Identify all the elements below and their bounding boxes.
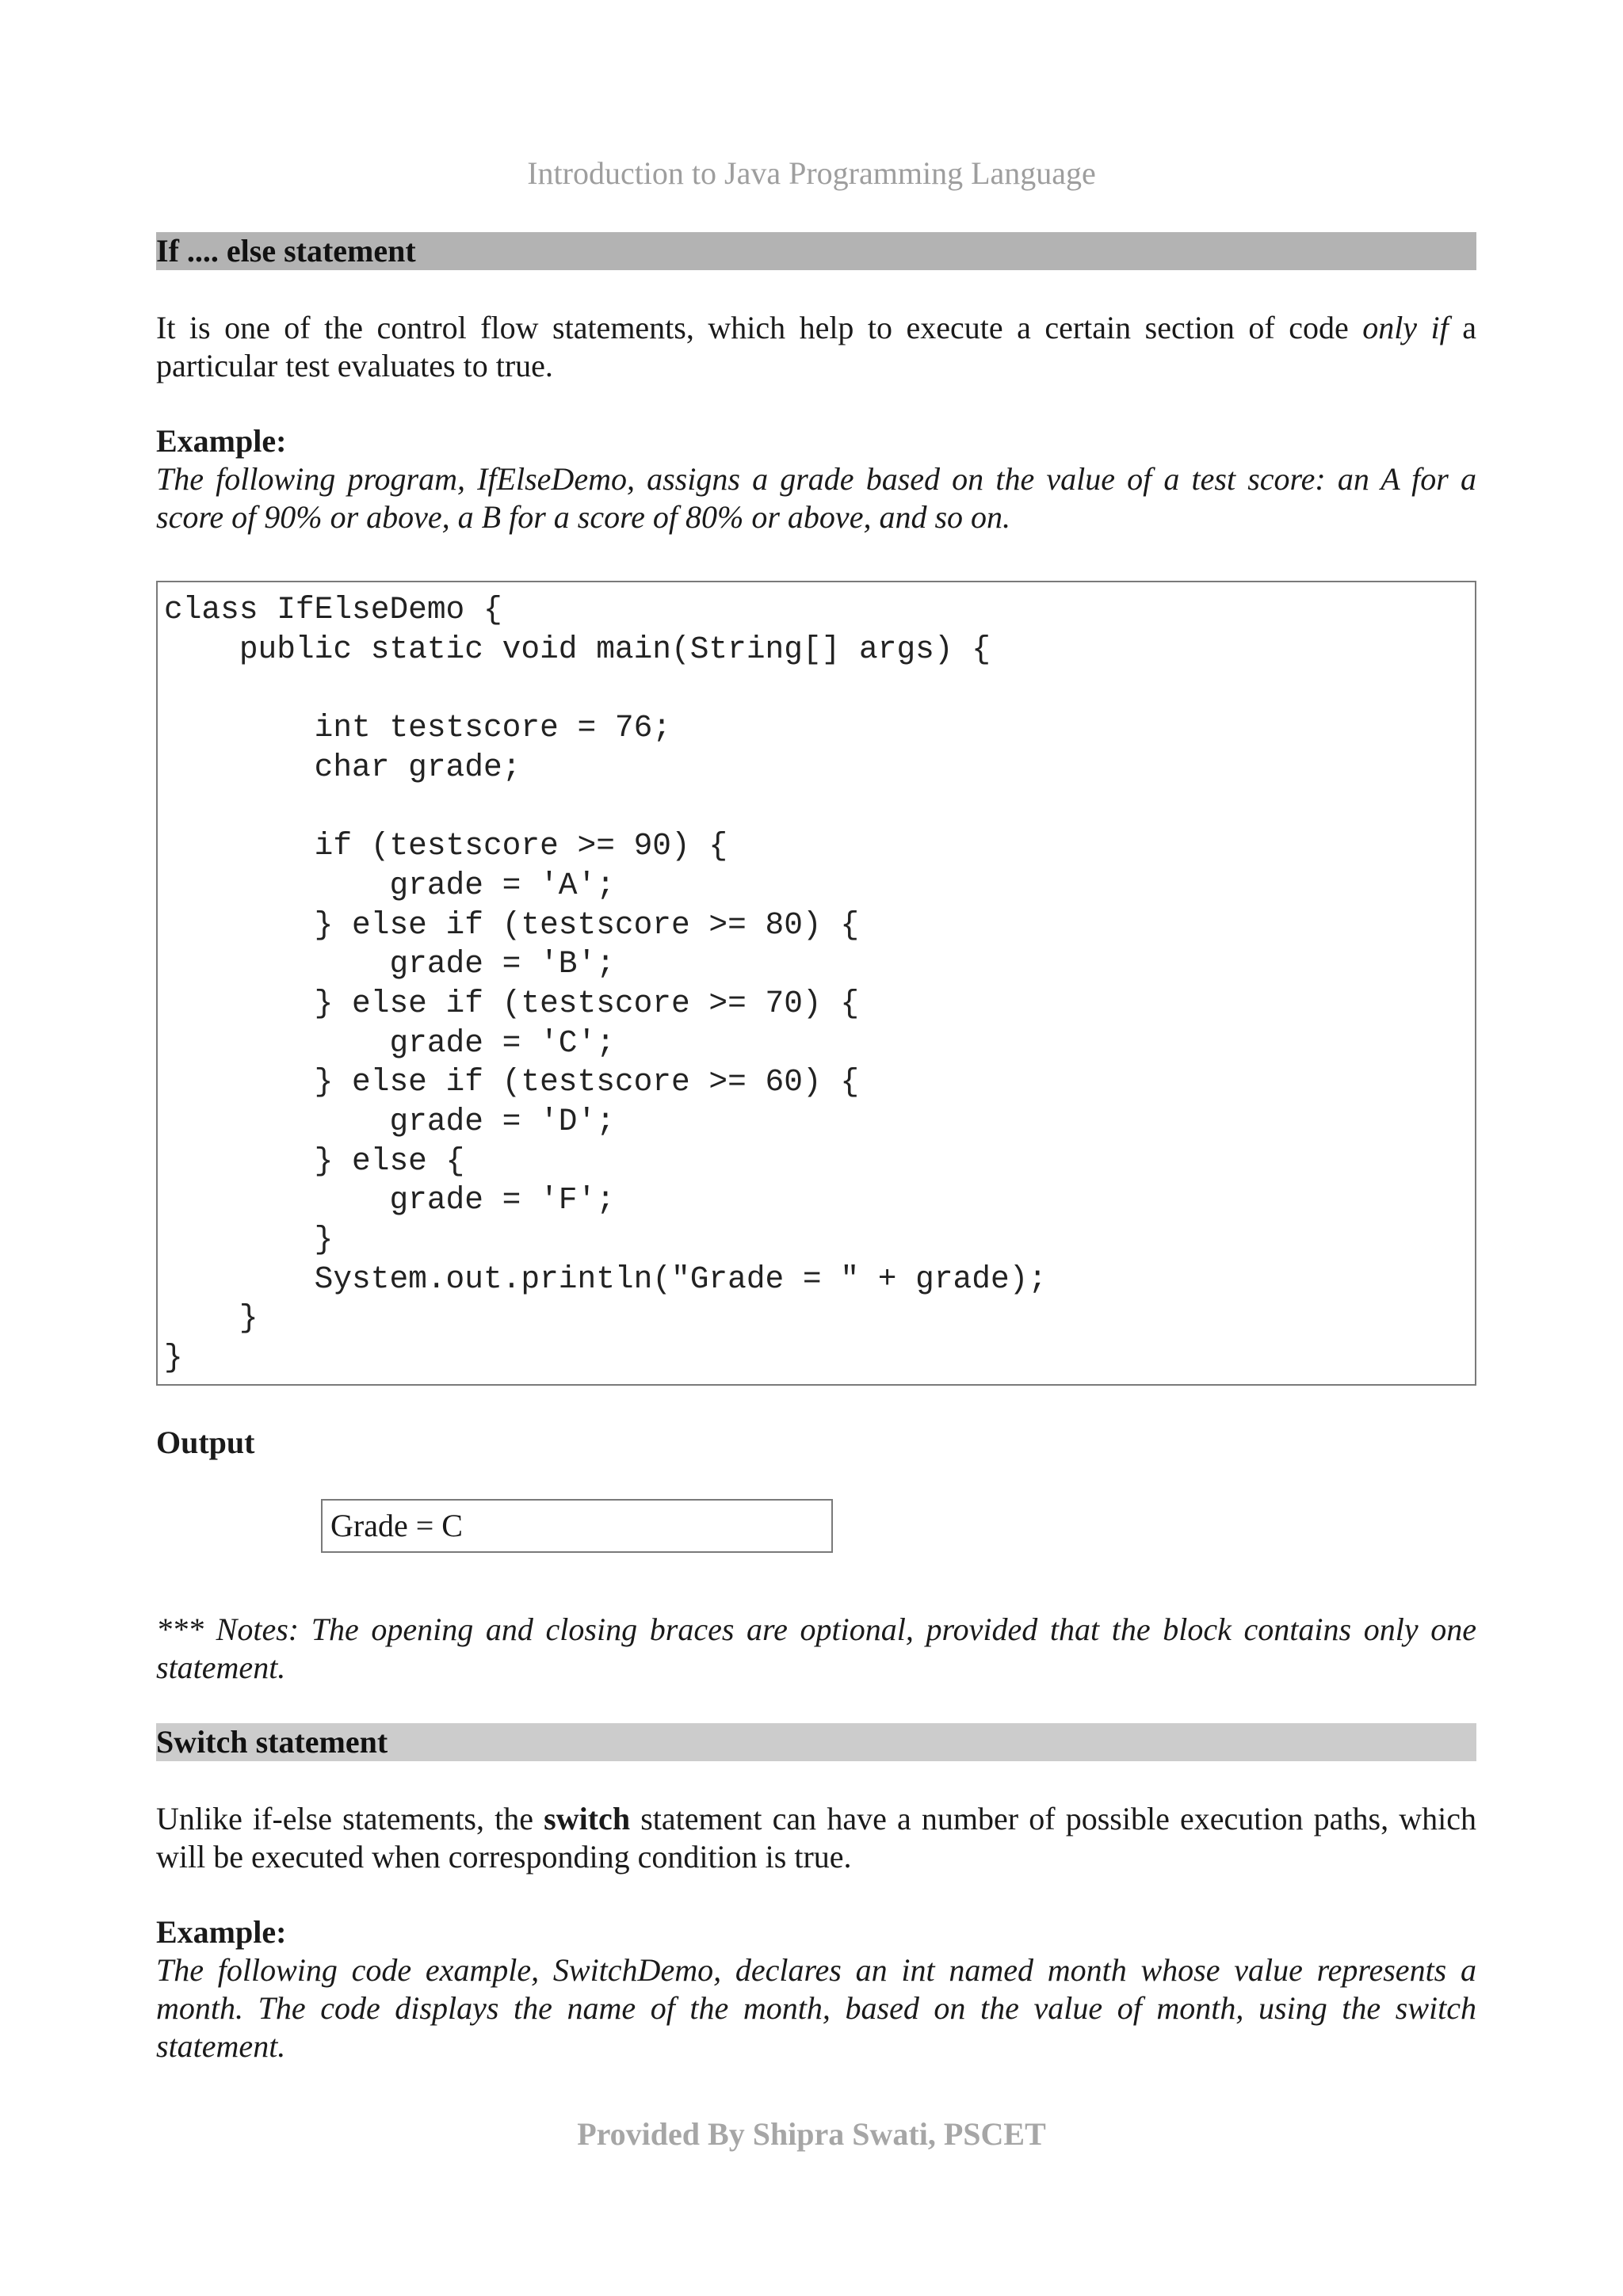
if-else-example-description: The following program, IfElseDemo, assigns a grade based on the value of a test score: an A for a score of 90% or above, a B for a score of 80% or above, and so on.	[156, 461, 1476, 535]
if-else-intro-text-2: a particular test evaluates to true.	[156, 310, 1476, 383]
page-footer: Provided By Shipra Swati, PSCET	[577, 2116, 1046, 2152]
code-line: char grade;	[164, 749, 521, 785]
section-title-switch: Switch statement	[156, 1723, 1476, 1761]
code-line: } else if (testscore >= 70) {	[164, 985, 860, 1021]
code-line: int testscore = 76;	[164, 710, 672, 746]
code-line: grade = 'F';	[164, 1182, 615, 1219]
code-line: grade = 'D';	[164, 1103, 615, 1139]
code-line: class IfElseDemo {	[164, 592, 502, 627]
if-else-intro	[156, 309, 1476, 385]
switch-example-heading: Example:	[156, 1914, 287, 1950]
page-header: Introduction to Java Programming Language	[527, 155, 1096, 191]
code-line: grade = 'A';	[164, 867, 615, 903]
if-else-intro-emphasis: only if	[1362, 310, 1449, 345]
code-line	[164, 787, 1468, 826]
code-line	[164, 669, 1468, 708]
braces-note: *** Notes: The opening and closing braces are optional, provided that the block contains only one statement.	[156, 1611, 1476, 1685]
switch-intro-text-1: Unlike if-else statements, the	[156, 1801, 544, 1836]
section-title-if-else: If .... else statement	[156, 232, 1476, 270]
code-line: System.out.println("Grade = " + grade);	[164, 1261, 1048, 1297]
output-heading: Output	[156, 1425, 255, 1460]
code-block	[156, 581, 1476, 1386]
output-box: Grade = C	[321, 1499, 833, 1553]
code-line: }	[164, 1340, 183, 1376]
code-line: }	[164, 1222, 334, 1257]
code-line: } else if (testscore >= 80) {	[164, 906, 860, 943]
code-line: public static void main(String[] args) {	[164, 631, 991, 667]
switch-intro	[156, 1800, 1476, 1876]
if-else-intro-text-1: It is one of the control flow statements, which help to execute a certain section of code	[156, 310, 1363, 345]
code-line: if (testscore >= 90) {	[164, 828, 728, 864]
code-line: }	[164, 1300, 258, 1337]
code-line: grade = 'B';	[164, 946, 615, 982]
code-line: } else {	[164, 1142, 465, 1179]
switch-intro-text-2: statement can have a number of possible execution paths, which will be executed when corresponding condition is true.	[156, 1801, 1476, 1875]
code-line: grade = 'C';	[164, 1024, 615, 1061]
switch-example-description: The following code example, SwitchDemo, declares an int named month whose value represents a month. The code displays the name of the month, based on the value of month, using the switch statement.	[156, 1952, 1476, 2064]
code-line: } else if (testscore >= 60) {	[164, 1064, 860, 1100]
switch-keyword: switch	[544, 1801, 631, 1836]
if-else-example-heading: Example:	[156, 423, 287, 459]
